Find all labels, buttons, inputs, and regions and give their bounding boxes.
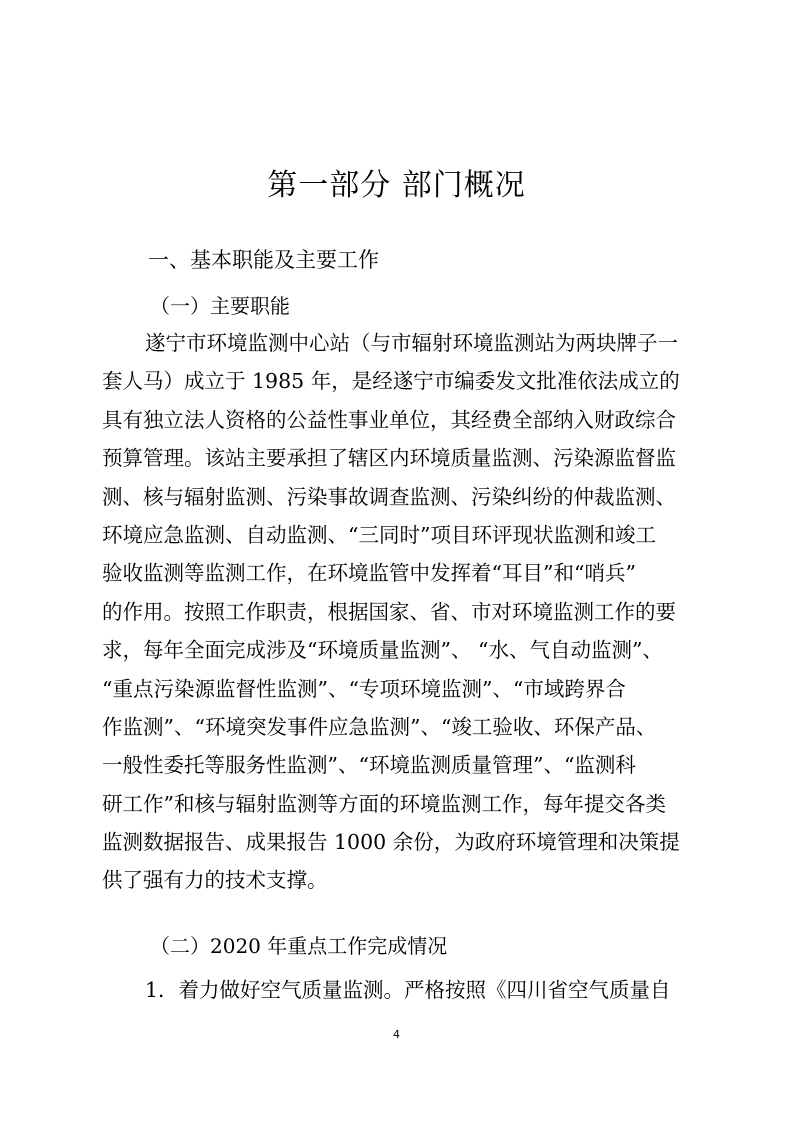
paragraph-line: 供了强有力的技术支撑。 [102, 868, 328, 893]
paragraph-line: 的作用。按照工作职责，根据国家、省、市对环境监测工作的要 [102, 599, 676, 624]
sub-heading-2020-key-work: （二）2020 年重点工作完成情况 [150, 934, 448, 958]
page-title: 第一部分 部门概况 [267, 168, 526, 203]
paragraph-line: 遂宁市环境监测中心站（与市辐射环境监测站为两块牌子一 [145, 331, 678, 355]
body-paragraph [102, 324, 702, 900]
paragraph-line: 环境应急监测、自动监测、“三同时”项目环评现状监测和竣工 [102, 522, 656, 547]
page-number: 4 [393, 1028, 400, 1041]
paragraph-line: “重点污染源监督性监测”、“专项环境监测”、“市域跨界合 [102, 676, 626, 701]
sub-heading-main-functions: （一）主要职能 [150, 294, 290, 318]
paragraph-line: 求，每年全面完成涉及“环境质量监测”、 “水、气自动监测”、 [102, 638, 663, 663]
paragraph-line: 研工作”和核与辐射监测等方面的环境监测工作，每年提交各类 [102, 791, 666, 816]
paragraph-line: 预算管理。该站主要承担了辖区内环境质量监测、污染源监督监 [102, 446, 676, 471]
paragraph-line: 验收监测等监测工作，在环境监管中发挥着“耳目”和“哨兵” [102, 561, 636, 586]
item-1-line: 1．着力做好空气质量监测。严格按照《四川省空气质量自 [145, 978, 671, 1002]
paragraph-line: 作监测”、“环境突发事件应急监测”、“竣工验收、环保产品、 [102, 714, 657, 739]
paragraph-line: 测、核与辐射监测、污染事故调查监测、污染纠纷的仲裁监测、 [102, 484, 676, 509]
paragraph-line: 监测数据报告、成果报告 1000 余份，为政府环境管理和决策提 [102, 830, 680, 855]
paragraph-line: 一般性委托等服务性监测”、“环境监测质量管理”、“监测科 [102, 753, 636, 778]
paragraph-line: 具有独立法人资格的公益性事业单位，其经费全部纳入财政综合 [102, 407, 676, 432]
paragraph-line: 套人马）成立于 1985 年，是经遂宁市编委发文批准依法成立的 [102, 369, 680, 394]
section-heading-basic-functions: 一、基本职能及主要工作 [148, 248, 379, 272]
